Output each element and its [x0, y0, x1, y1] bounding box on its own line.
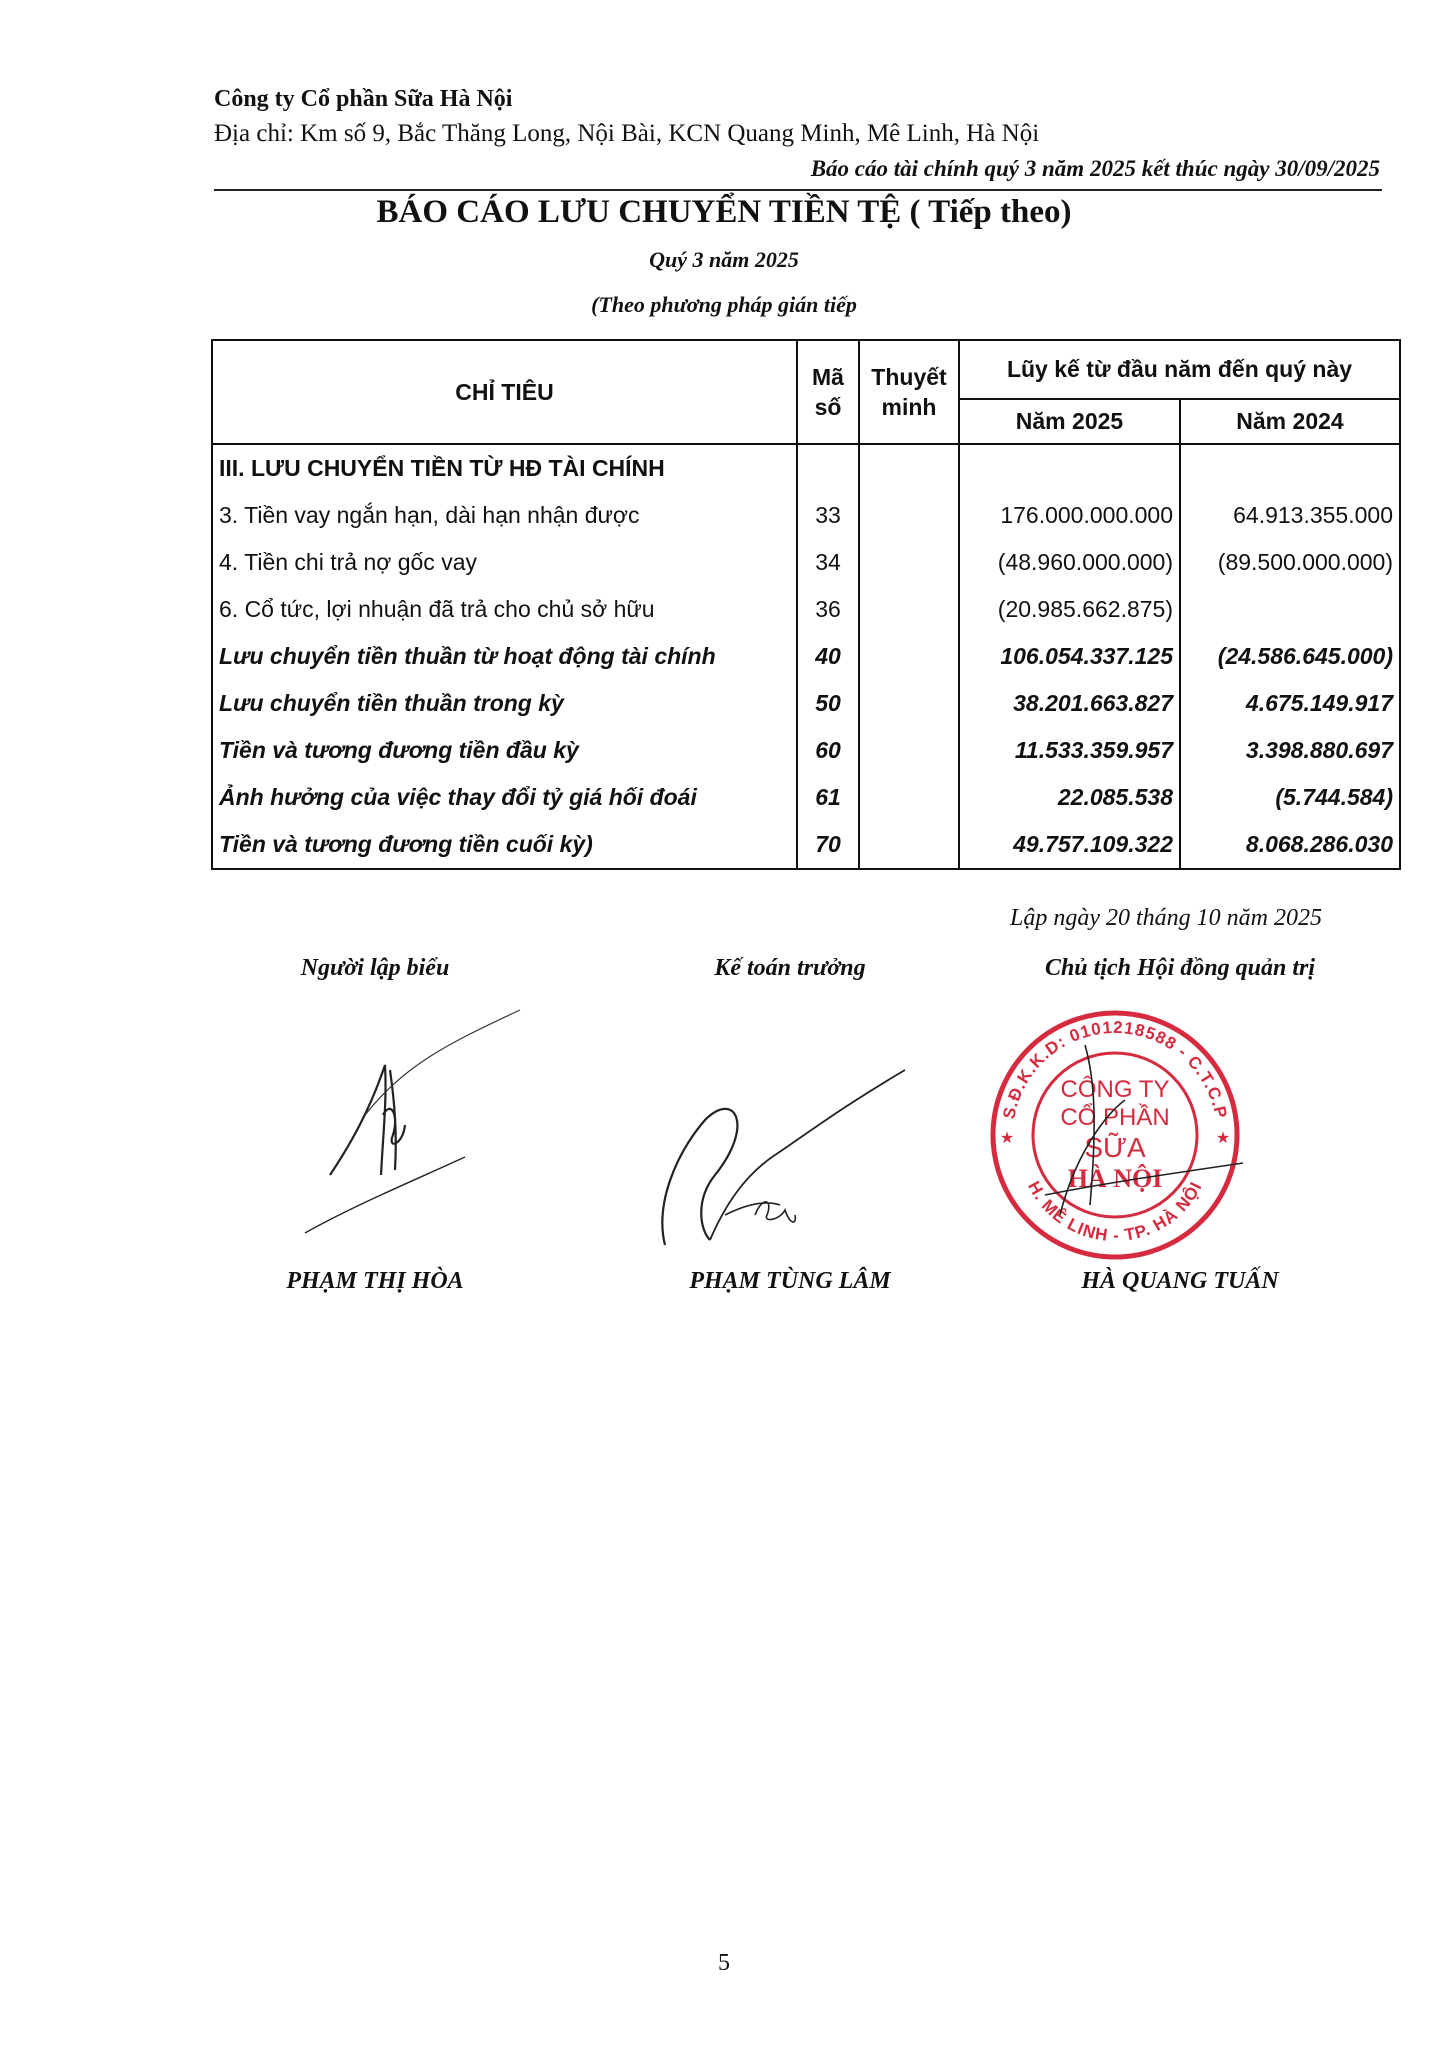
row-name: Ảnh hưởng của việc thay đổi tỷ giá hối đoái: [212, 774, 797, 821]
row-note: [859, 539, 959, 586]
table-row: [212, 633, 1400, 680]
chief-accountant-signature: [655, 1065, 925, 1255]
header-year-2024: Năm 2024: [1180, 399, 1400, 444]
row-value-2025: 176.000.000.000: [959, 492, 1180, 539]
row-note: [859, 586, 959, 633]
row-value-2025: 49.757.109.322: [959, 821, 1180, 869]
report-period: Báo cáo tài chính quý 3 năm 2025 kết thúc ngày 30/09/2025: [810, 156, 1380, 181]
row-value-2025: 22.085.538: [959, 774, 1180, 821]
row-value-2024: (89.500.000.000): [1180, 539, 1400, 586]
row-note: [859, 633, 959, 680]
stamp-line-4: HÀ NỘI: [1067, 1164, 1163, 1193]
row-value-2024: 64.913.355.000: [1180, 492, 1400, 539]
stamp-line-2: CỔ PHẦN: [1060, 1104, 1170, 1131]
row-code: 61: [797, 774, 859, 821]
preparer-name: PHẠM THỊ HÒA: [286, 1268, 464, 1294]
table-row: [212, 444, 1400, 492]
company-stamp: [985, 1005, 1245, 1265]
row-name: Tiền và tương đương tiền cuối kỳ): [212, 821, 797, 869]
table-row: [212, 774, 1400, 821]
row-value-2025: (20.985.662.875): [959, 586, 1180, 633]
row-name: Lưu chuyển tiền thuần từ hoạt động tài chính: [212, 633, 797, 680]
stamp-line-1: CÔNG TY: [1060, 1076, 1170, 1103]
row-value-2024: 4.675.149.917: [1180, 680, 1400, 727]
table-row: [212, 680, 1400, 727]
row-name: 4. Tiền chi trả nợ gốc vay: [212, 539, 797, 586]
cash-flow-table: [211, 339, 1401, 870]
row-code: [797, 444, 859, 492]
row-value-2024: [1180, 444, 1400, 492]
row-value-2025: [959, 444, 1180, 492]
header-indicator: CHỈ TIÊU: [212, 340, 797, 444]
row-code: 60: [797, 727, 859, 774]
table-row: [212, 821, 1400, 869]
chief-accountant-title: Kế toán trưởng: [714, 955, 866, 981]
company-name: Công ty Cổ phần Sữa Hà Nội: [214, 86, 513, 112]
header-cumulative: Lũy kế từ đầu năm đến quý này: [959, 340, 1400, 399]
row-name: III. LƯU CHUYỂN TIỀN TỪ HĐ TÀI CHÍNH: [212, 444, 797, 492]
header-note: Thuyết minh: [859, 340, 959, 444]
row-code: 70: [797, 821, 859, 869]
chief-accountant-name: PHẠM TÙNG LÂM: [689, 1268, 891, 1294]
report-title: BÁO CÁO LƯU CHUYỂN TIỀN TỆ ( Tiếp theo): [376, 194, 1072, 230]
row-value-2024: 8.068.286.030: [1180, 821, 1400, 869]
row-code: 50: [797, 680, 859, 727]
stamp-star-right: ★: [1215, 1130, 1231, 1147]
row-value-2024: [1180, 586, 1400, 633]
row-name: Tiền và tương đương tiền đầu kỳ: [212, 727, 797, 774]
row-note: [859, 680, 959, 727]
header-code: Mã số: [797, 340, 859, 444]
row-note: [859, 492, 959, 539]
page-number: 5: [718, 1950, 730, 1976]
row-note: [859, 774, 959, 821]
row-value-2025: 11.533.359.957: [959, 727, 1180, 774]
company-address: Địa chỉ: Km số 9, Bắc Thăng Long, Nội Bài, KCN Quang Minh, Mê Linh, Hà Nội: [214, 120, 1040, 147]
report-method: (Theo phương pháp gián tiếp: [591, 292, 857, 317]
row-code: 33: [797, 492, 859, 539]
signing-date: Lập ngày 20 tháng 10 năm 2025: [1010, 905, 1322, 931]
row-value-2024: 3.398.880.697: [1180, 727, 1400, 774]
row-code: 36: [797, 586, 859, 633]
report-subtitle: Quý 3 năm 2025: [649, 247, 799, 272]
row-value-2025: 106.054.337.125: [959, 633, 1180, 680]
stamp-line-3: SỮA: [1084, 1132, 1146, 1163]
header-divider: [214, 189, 1382, 191]
row-value-2025: (48.960.000.000): [959, 539, 1180, 586]
row-value-2024: (24.586.645.000): [1180, 633, 1400, 680]
row-name: 6. Cổ tức, lợi nhuận đã trả cho chủ sở hữu: [212, 586, 797, 633]
row-note: [859, 444, 959, 492]
stamp-outer-top: S.Đ.K.K.D: 0101218588 - C.T.C.P: [999, 1017, 1231, 1121]
table-row: [212, 586, 1400, 633]
preparer-title: Người lập biểu: [300, 955, 450, 981]
stamp-outer-bottom: H. MÊ LINH - TP. HÀ NỘI: [1024, 1178, 1206, 1246]
row-name: 3. Tiền vay ngắn hạn, dài hạn nhận được: [212, 492, 797, 539]
row-value-2025: 38.201.663.827: [959, 680, 1180, 727]
table-row: [212, 539, 1400, 586]
row-value-2024: (5.744.584): [1180, 774, 1400, 821]
row-note: [859, 821, 959, 869]
row-code: 40: [797, 633, 859, 680]
row-note: [859, 727, 959, 774]
table-row: [212, 727, 1400, 774]
row-name: Lưu chuyển tiền thuần trong kỳ: [212, 680, 797, 727]
row-code: 34: [797, 539, 859, 586]
preparer-signature: [295, 1005, 535, 1245]
header-year-2025: Năm 2025: [959, 399, 1180, 444]
table-row: [212, 492, 1400, 539]
chairman-title: Chủ tịch Hội đồng quản trị: [1044, 955, 1316, 981]
chairman-name: HÀ QUANG TUẤN: [1081, 1268, 1279, 1294]
stamp-star-left: ★: [999, 1130, 1015, 1147]
